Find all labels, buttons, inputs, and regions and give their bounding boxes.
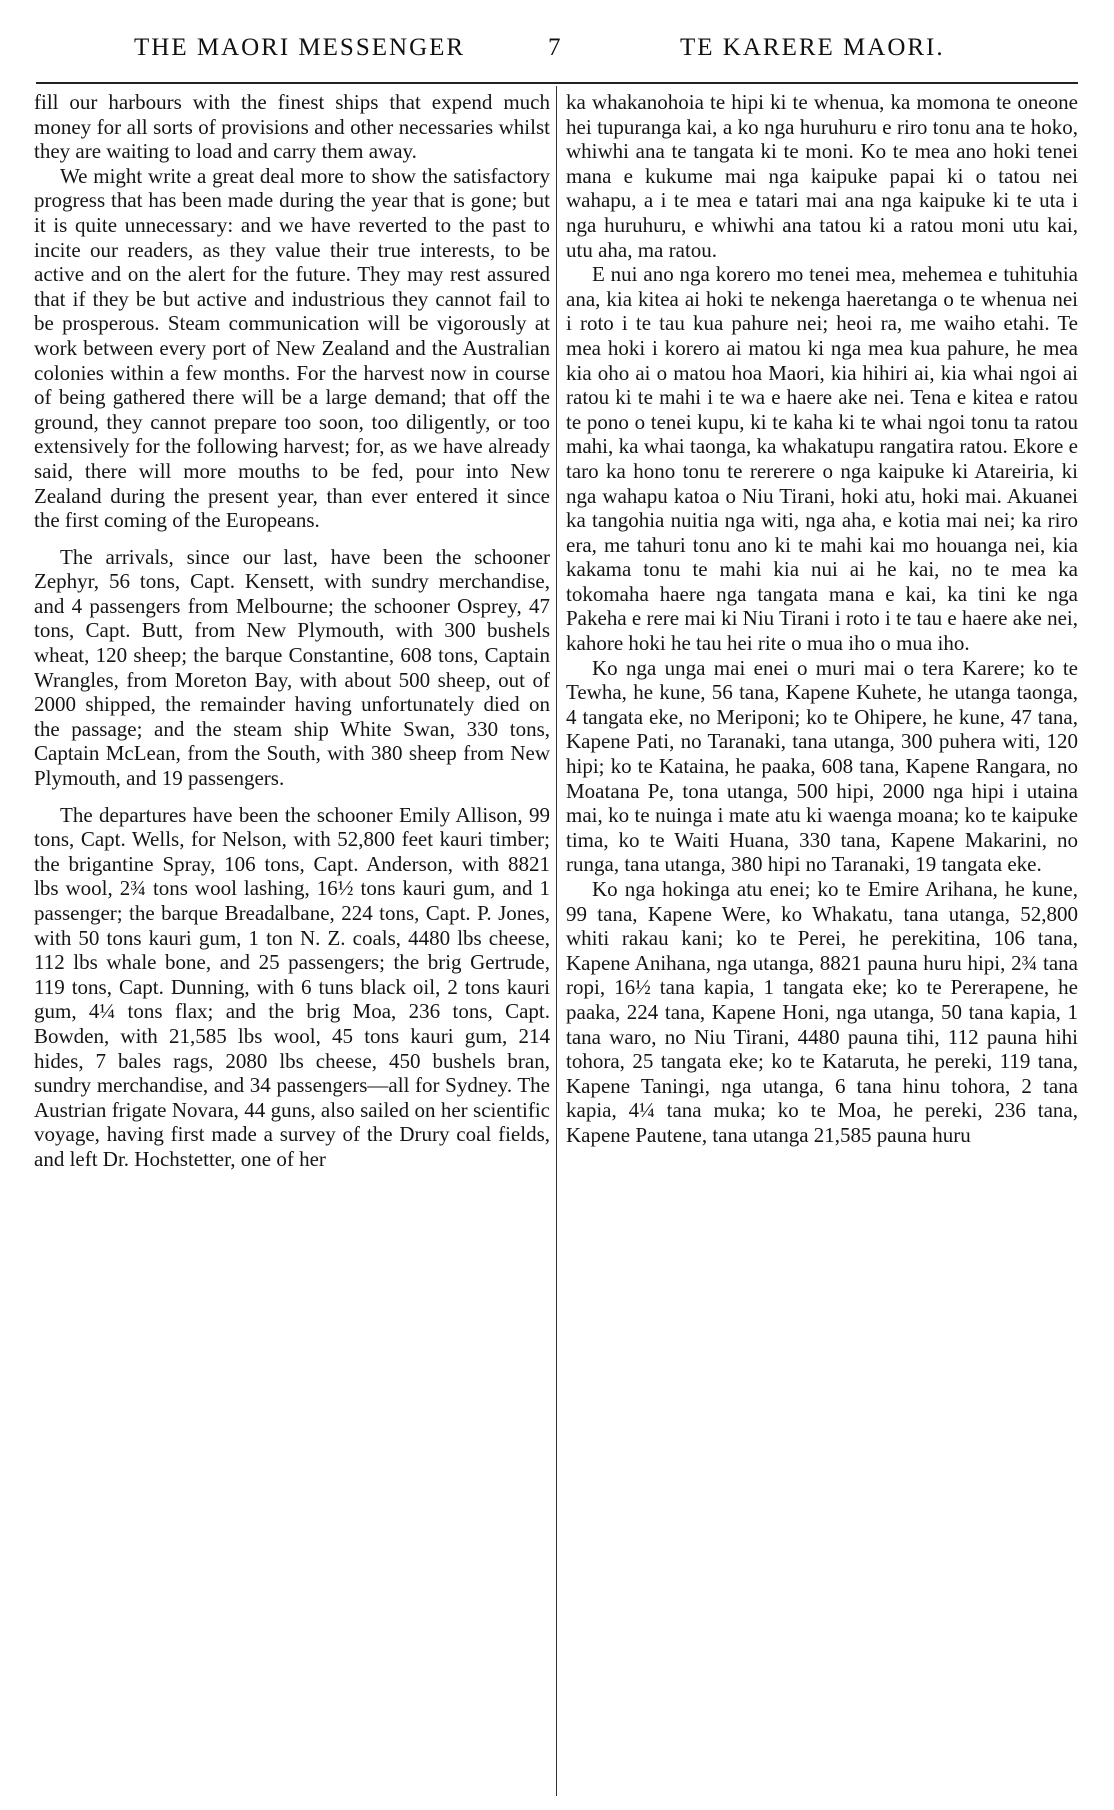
column-divider <box>556 86 557 1796</box>
english-masthead: THE MAORI MESSENGER <box>134 34 466 61</box>
page-number: 7 <box>548 34 563 61</box>
maori-paragraph-unga: Ko nga unga mai enei o muri mai o tera Karere; ko te Tewha, he kune, 56 tana, Kapene Kuhete, he utanga taonga, 4 tangata eke, no Meriponi; ko te Ohipere, he kune, 47 tana, Kapene Pati, no Taranaki, tana utanga, 300 puhera witi, 120 hipi; ko te Kataina, he paaka, 608 tana, Kapene Rangara, no Moatana Pe, tona utanga, 500 hipi, 2000 nga hipi i utaina mai, ko te nuinga i mate atu ki waenga moana; ko te kaipuke tima, ko te Waiti Huana, 330 tana, Kapene Makarini, no runga, tana utanga, 380 hipi no Taranaki, 19 tangata eke. <box>566 655 1078 877</box>
english-paragraph-departures: The departures have been the schooner Emily Allison, 99 tons, Capt. Wells, for Nelson, with 52,800 feet kauri timber; the brigantine Spray, 106 tons, Capt. Anderson, with 8821 lbs wool, 2¾ tons wool lashing, 16½ tons kauri gum, and 1 passenger; the barque Breadalbane, 224 tons, Capt. P. Jones, with 50 tons kauri gum, 1 ton N. Z. coals, 4480 lbs cheese, 112 lbs whale bone, and 25 passengers; the brig Gertrude, 119 tons, Capt. Dunning, with 6 tuns black oil, 2 tons kauri gum, 4¼ tons flax; and the brig Moa, 236 tons, Capt. Bowden, with 21,585 lbs wool, 45 tons kauri gum, 214 hides, 7 bales rags, 2080 lbs cheese, 450 bushels bran, sundry merchandise, and 34 passengers—all for Sydney. The Austrian frigate Novara, 44 guns, also sailed on her scientific voyage, having first made a survey of the Drury coal fields, and left Dr. Hochstetter, one of her <box>34 802 550 1171</box>
header-rule <box>36 82 1078 84</box>
english-paragraph-progress: We might write a great deal more to show the satisfactory progress that has been made during the year that is gone; but it is quite unnecessary: and we have reverted to the past to incite our readers, as they value their true interests, to be active and on the alert for the future. They may rest assured that if they be but active and industrious they cannot fail to be prosperous. Steam communication will be vigorously at work between every port of New Zealand and the Australian colonies within a few months. For the harvest now in course of being gathered there will be a large demand; that off the ground, they cannot prepare too soon, too diligently, or too extensively for the following harvest; for, as we have already said, there will more mouths to be fed, pour into New Zealand during the present year, than ever entered it since the first coming of the Europeans. <box>34 163 550 533</box>
maori-paragraph-korero: E nui ano nga korero mo tenei mea, mehemea e tuhituhia ana, kia kitea ai hoki te nekenga haeretanga o te whenua nei i roto i te tau kua pahure nei; heoi ra, me waiho etahi. Te mea hoki i korero ai matou ki nga mea kua pahure, he mea kia oho ai o matou hoa Maori, kia hihiri ai, kia whai ngoi ai ratou ki te mahi i te wa e haere ake nei. Tena e kitea e ratou te pono o tenei kupu, ki te kaha ki te whai ngoi tonu ta ratou mahi, ka whai taonga, ka whakatupu rangatira ratou. Ekore e taro ka hono tonu te rererere o nga kaipuke ki Atareiria, ki nga wahapu katoa o Niu Tirani, hoki atu, hoki mai. Akuanei ka tangohia nuitia nga witi, nga aha, e kotia mai nei; ka riro era, me tahuri tonu ano ki te mahi kai mo houanga nei, kia kakama tonu te mahi kia nui ai he kai, no te mea ka tokomaha haere nga tangata mana e kai, ka tini ke nga Pakeha e rere mai ki Niu Tirani i roto i te tau e haere ake nei, kahore hoki he tau hei rite o mua iho o mua iho. <box>566 262 1078 656</box>
english-column <box>34 90 550 1172</box>
english-paragraph-harbours: fill our harbours with the finest ships that expend much money for all sorts of provisions and other necessaries whilst they are waiting to load and carry them away. <box>34 90 550 164</box>
maori-paragraph-hokinga: Ko nga hokinga atu enei; ko te Emire Arihana, he kune, 99 tana, Kapene Were, ko Whakatu, tana utanga, 52,800 whiti rakau kani; ko te Perei, he perekitina, 106 tana, Kapene Anihana, nga utanga, 8821 pauna huru hipi, 2¾ tana ropi, 16½ tana kapia, 1 tangata eke; ko te Pererapene, he paaka, 224 tana, Kapene Honi, nga utanga, 50 tana kapia, 1 tana waro, no Niu Tirani, 4480 pauna tihi, 112 pauna hihi tohora, 25 tangata eke; ko te Kataruta, he pereki, 119 tana, Kapene Taningi, nga utanga, 6 tana hinu tohora, 2 tana kapia, 4¼ tana muka; ko te Moa, he pereki, 236 tana, Kapene Pautene, tana utanga 21,585 pauna huru <box>566 877 1078 1147</box>
english-paragraph-arrivals: The arrivals, since our last, have been the schooner Zephyr, 56 tons, Capt. Kensett, with sundry merchandise, and 4 passengers from Melbourne; the schooner Osprey, 47 tons, Capt. Butt, from New Plymouth, with 300 bushels wheat, 120 sheep; the barque Constantine, 608 tons, Captain Wrangles, from Moreton Bay, with about 500 sheep, out of 2000 shipped, the remainder having unfortunately died on the passage; and the steam ship White Swan, 330 tons, Captain McLean, from the South, with 380 sheep from New Plymouth, and 19 passengers. <box>34 544 550 791</box>
maori-column <box>566 90 1078 1148</box>
page-header <box>0 28 1114 68</box>
maori-masthead: TE KARERE MAORI. <box>680 34 945 61</box>
maori-paragraph-hipi: ka whakanohoia te hipi ki te whenua, ka momona te oneone hei tupuranga kai, a ko nga huruhuru e riro tonu ana te hoko, whiwhi ana te tangata ki te moni. Ko te mea ano hoki tenei mana e kukume mai nga kaipuke papai ki o tatou nei wahapu, a i te mea e tatari mai ana nga kaipuke ki te uta i nga huruhuru, e whiwhi ana tatou ki a ratou moni utu kai, utu aha, ma ratou. <box>566 90 1078 262</box>
